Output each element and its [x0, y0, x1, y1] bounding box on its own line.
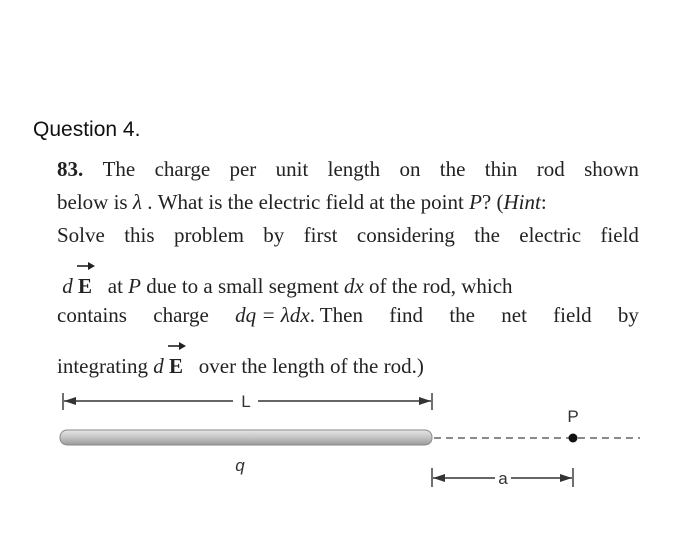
- charge-label: q: [235, 456, 245, 475]
- text-of-rod: of the rod, which: [369, 274, 513, 298]
- d-symbol: d: [62, 274, 73, 298]
- word: problem: [173, 223, 244, 247]
- text-then: . Then: [309, 303, 363, 327]
- dx-symbol: dx: [343, 274, 364, 298]
- point-p-symbol: P: [469, 190, 482, 214]
- text-at: at: [107, 274, 123, 298]
- arrow-right-icon: [419, 397, 431, 405]
- text-over-length: over the length of the rod.): [198, 354, 424, 378]
- arrow-left-icon: [64, 397, 76, 405]
- word: charge: [154, 157, 211, 181]
- word: shown: [584, 157, 639, 181]
- word: per: [229, 157, 257, 181]
- word: unit: [275, 157, 309, 181]
- point-p-dot: [569, 434, 578, 443]
- e-letter: E: [168, 354, 183, 378]
- text-below-is: below is: [57, 190, 128, 214]
- text-paren: ? (: [481, 190, 504, 214]
- word: electric: [519, 223, 582, 247]
- word: first: [303, 223, 338, 247]
- word: field: [600, 223, 639, 247]
- word: find: [389, 303, 424, 327]
- text-colon: :: [540, 190, 547, 214]
- word: The: [102, 157, 136, 181]
- thin-rod: [60, 430, 432, 445]
- distance-label: a: [498, 469, 508, 488]
- arrow-right-icon: [560, 474, 572, 482]
- text-integrating: integrating: [57, 354, 148, 378]
- word: rod: [536, 157, 565, 181]
- arrow-left-icon: [433, 474, 445, 482]
- word: on: [399, 157, 421, 181]
- hint-label: Hint: [503, 190, 541, 214]
- word: charge: [153, 303, 209, 327]
- word: Solve: [57, 223, 105, 247]
- e-letter: E: [78, 274, 93, 298]
- word: this: [124, 223, 155, 247]
- word: the: [449, 303, 475, 327]
- equation-dq: dq = λdx: [235, 303, 310, 327]
- word: considering: [356, 223, 455, 247]
- word: length: [327, 157, 381, 181]
- text-question: . What is the electric field at the point: [147, 190, 464, 214]
- word: contains: [57, 303, 127, 327]
- lambda-symbol: λ: [132, 190, 142, 214]
- word: thin: [484, 157, 518, 181]
- word: field: [553, 303, 592, 327]
- word: the: [439, 157, 466, 181]
- length-label: L: [241, 392, 251, 411]
- d-symbol: d: [153, 354, 164, 378]
- problem-number: 83.: [57, 157, 84, 181]
- word: by: [617, 303, 639, 327]
- point-p-label: P: [567, 407, 579, 426]
- word: the: [474, 223, 500, 247]
- text-segment: due to a small segment: [146, 274, 339, 298]
- point-p-symbol: P: [128, 274, 141, 298]
- word: net: [501, 303, 527, 327]
- question-heading: Question 4.: [33, 118, 141, 141]
- word: by: [263, 223, 285, 247]
